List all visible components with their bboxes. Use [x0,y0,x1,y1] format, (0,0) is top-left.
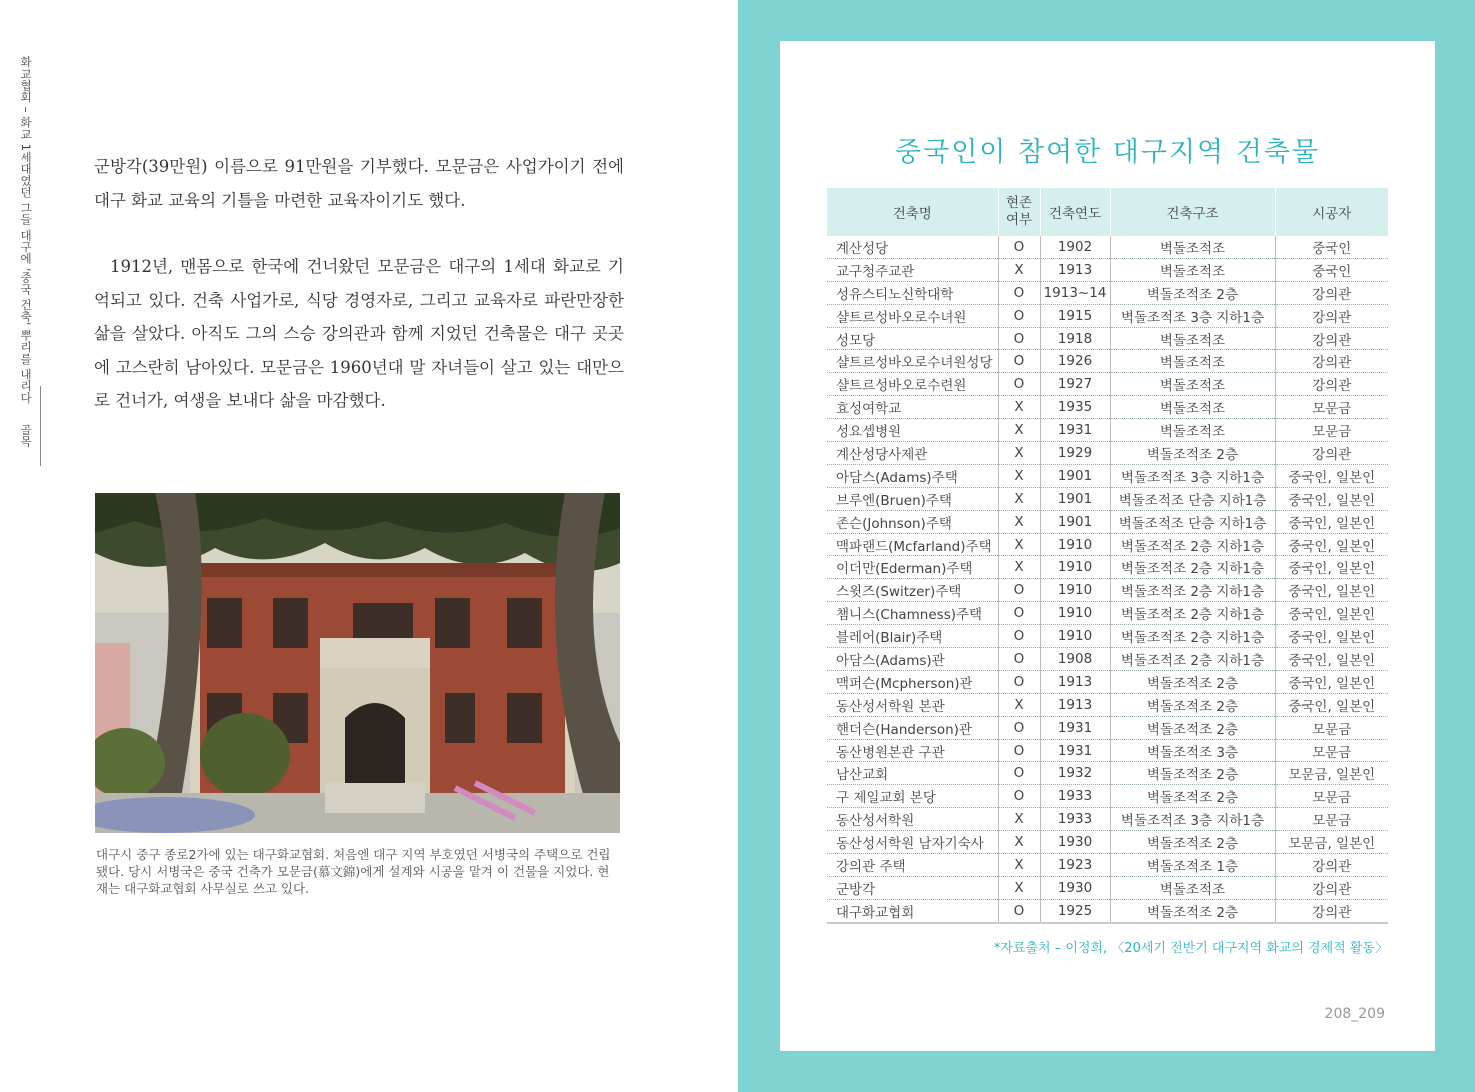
cell-name: 아담스(Adams)주택 [827,464,998,487]
cell-year: 1932 [1040,762,1110,785]
cell-exists: X [998,693,1040,716]
paragraph-1: 군방각(39만원) 이름으로 91만원을 기부했다. 모문금은 사업가이기 전에 대구 화교 교육의 기틀을 마련한 교육자이기도 했다. [94,157,624,210]
cell-year: 1913~14 [1040,281,1110,304]
cell-exists: O [998,304,1040,327]
header-year: 건축연도 [1040,188,1110,236]
cell-year: 1931 [1040,739,1110,762]
cell-year: 1930 [1040,876,1110,899]
header-name: 건축명 [827,188,998,236]
cell-name: 동산성서학원 본관 [827,693,998,716]
chapter-label-wrap [18,424,34,447]
cell-builder: 중국인 [1275,236,1388,258]
cell-structure: 벽돌조적조 2층 [1110,670,1275,693]
cell-builder: 중국인, 일본인 [1275,579,1388,602]
cell-year: 1933 [1040,785,1110,808]
cell-exists: O [998,716,1040,739]
cell-year: 1910 [1040,556,1110,579]
cell-name: 동산병원본관 구관 [827,739,998,762]
cell-builder: 모문금, 일본인 [1275,762,1388,785]
cell-name: 스윗즈(Switzer)주택 [827,579,998,602]
cell-structure: 벽돌조적조 2층 [1110,762,1275,785]
cell-exists: X [998,831,1040,854]
paragraph-2: 1912년, 맨몸으로 한국에 건너왔던 모문금은 대구의 1세대 화교로 기억되고 있다. 건축 사업가로, 식당 경영자로, 그리고 교육자로 파란만장한 삶을 살았다. 아직도 그의 스승 강의관과 함께 지었던 건축물은 대구 곳곳에 고스란히 남아있다. 모문금은 1960년대 말 자녀들이 살고 있는 대만으로 건너가, 여생을 보내다 삶을 마감했다. [94,257,624,410]
cell-exists: X [998,808,1040,831]
cell-year: 1929 [1040,442,1110,465]
cell-builder: 중국인, 일본인 [1275,648,1388,671]
cell-year: 1918 [1040,327,1110,350]
cell-year: 1910 [1040,533,1110,556]
cell-name: 교구청주교관 [827,258,998,281]
cell-name: 샬트르성바오로수녀원성당 [827,350,998,373]
cell-name: 맥파랜드(Mcfarland)주택 [827,533,998,556]
cell-name: 챔니스(Chamness)주택 [827,602,998,625]
cell-builder: 모문금 [1275,739,1388,762]
side-strip [18,56,42,456]
cell-structure: 벽돌조적조 [1110,876,1275,899]
cell-structure: 벽돌조적조 3층 지하1층 [1110,304,1275,327]
cell-year: 1930 [1040,831,1110,854]
header-exists-label: 현존 여부 [1005,195,1033,228]
table-row [827,487,1388,510]
cell-structure: 벽돌조적조 2층 지하1층 [1110,533,1275,556]
cell-year: 1927 [1040,373,1110,396]
cell-structure: 벽돌조적조 [1110,236,1275,258]
cell-builder: 모문금 [1275,808,1388,831]
table-row [827,899,1388,922]
cell-builder: 강의관 [1275,442,1388,465]
table-row [827,464,1388,487]
table-row [827,510,1388,533]
source-note: *자료출처 – 이정희, 〈20세기 전반기 대구지역 화교의 경제적 활동〉 [993,941,1388,956]
header-structure: 건축구조 [1110,188,1275,236]
table-row [827,373,1388,396]
cell-exists: O [998,648,1040,671]
table-body [827,236,1388,923]
cell-name: 군방각 [827,876,998,899]
cell-structure: 벽돌조적조 3층 지하1층 [1110,808,1275,831]
cell-name: 샬트르성바오로수련원 [827,373,998,396]
table-row [827,602,1388,625]
cell-year: 1913 [1040,670,1110,693]
cell-name: 동산성서학원 [827,808,998,831]
table-row [827,327,1388,350]
cell-name: 성유스티노신학대학 [827,281,998,304]
table-row [827,350,1388,373]
cell-exists: X [998,419,1040,442]
cell-structure: 벽돌조적조 2층 [1110,831,1275,854]
cell-builder: 중국인, 일본인 [1275,670,1388,693]
cell-builder: 강의관 [1275,854,1388,877]
cell-name: 아담스(Adams)관 [827,648,998,671]
cell-exists: X [998,464,1040,487]
cell-builder: 강의관 [1275,373,1388,396]
cell-exists: O [998,625,1040,648]
table-row [827,648,1388,671]
table-row [827,716,1388,739]
cell-structure: 벽돌조적조 2층 [1110,693,1275,716]
cell-builder: 모문금, 일본인 [1275,831,1388,854]
cell-exists: X [998,510,1040,533]
cell-year: 1913 [1040,258,1110,281]
side-divider [40,386,41,466]
cell-year: 1910 [1040,602,1110,625]
cell-exists: X [998,876,1040,899]
cell-builder: 중국인, 일본인 [1275,556,1388,579]
cell-year: 1933 [1040,808,1110,831]
cell-year: 1913 [1040,693,1110,716]
cell-year: 1908 [1040,648,1110,671]
cell-structure: 벽돌조적조 [1110,396,1275,419]
page-number: 208_209 [1324,1006,1385,1022]
cell-exists: O [998,236,1040,258]
table-row [827,419,1388,442]
table-row [827,854,1388,877]
cell-exists: O [998,762,1040,785]
cell-structure: 벽돌조적조 [1110,327,1275,350]
table-row [827,442,1388,465]
cell-exists: O [998,579,1040,602]
cell-exists: O [998,281,1040,304]
table-row [827,831,1388,854]
cell-name: 구 제일교회 본당 [827,785,998,808]
cell-builder: 강의관 [1275,876,1388,899]
cell-builder: 중국인, 일본인 [1275,625,1388,648]
cell-structure: 벽돌조적조 2층 [1110,899,1275,922]
cell-year: 1925 [1040,899,1110,922]
cell-name: 대구화교협회 [827,899,998,922]
cell-name: 계산성당 [827,236,998,258]
cell-exists: O [998,670,1040,693]
cell-structure: 벽돌조적조 2층 [1110,716,1275,739]
cell-exists: X [998,533,1040,556]
cell-name: 성모당 [827,327,998,350]
cell-builder: 모문금 [1275,419,1388,442]
cell-exists: X [998,396,1040,419]
cell-year: 1931 [1040,419,1110,442]
cell-builder: 중국인, 일본인 [1275,510,1388,533]
cell-name: 동산성서학원 남자기숙사 [827,831,998,854]
cell-name: 남산교회 [827,762,998,785]
cell-structure: 벽돌조적조 단층 지하1층 [1110,487,1275,510]
cell-builder: 중국인 [1275,258,1388,281]
cell-name: 브루엔(Bruen)주택 [827,487,998,510]
cell-year: 1923 [1040,854,1110,877]
table-row [827,556,1388,579]
buildings-table [827,188,1388,924]
body-text [94,150,624,418]
cell-name: 맥퍼슨(Mcpherson)관 [827,670,998,693]
cell-builder: 모문금 [1275,785,1388,808]
table-row [827,396,1388,419]
cell-structure: 벽돌조적조 2층 [1110,442,1275,465]
building-photo-illustration [95,493,620,833]
cell-builder: 모문금 [1275,396,1388,419]
cell-exists: O [998,350,1040,373]
table-row [827,304,1388,327]
table-row [827,281,1388,304]
cell-structure: 벽돌조적조 3층 [1110,739,1275,762]
cell-structure: 벽돌조적조 2층 지하1층 [1110,625,1275,648]
table-row [827,739,1388,762]
cell-structure: 벽돌조적조 2층 [1110,281,1275,304]
cell-builder: 강의관 [1275,899,1388,922]
cell-exists: O [998,327,1040,350]
chapter-label: 골목 [19,424,33,447]
cell-year: 1910 [1040,625,1110,648]
cell-structure: 벽돌조적조 2층 [1110,785,1275,808]
cell-year: 1915 [1040,304,1110,327]
cell-year: 1902 [1040,236,1110,258]
cell-year: 1901 [1040,510,1110,533]
cell-structure: 벽돌조적조 2층 지하1층 [1110,602,1275,625]
cell-exists: X [998,556,1040,579]
cell-structure: 벽돌조적조 [1110,419,1275,442]
table-title: 중국인이 참여한 대구지역 건축물 [895,137,1320,168]
table-row [827,876,1388,899]
cell-year: 1901 [1040,487,1110,510]
table-row [827,625,1388,648]
cell-name: 핸더슨(Handerson)관 [827,716,998,739]
cell-year: 1910 [1040,579,1110,602]
cell-year: 1935 [1040,396,1110,419]
cell-exists: O [998,373,1040,396]
table-header-row [827,188,1388,236]
cell-builder: 중국인, 일본인 [1275,487,1388,510]
table-row [827,236,1388,258]
cell-structure: 벽돌조적조 단층 지하1층 [1110,510,1275,533]
cell-structure: 벽돌조적조 [1110,373,1275,396]
cell-structure: 벽돌조적조 1층 [1110,854,1275,877]
cell-exists: O [998,739,1040,762]
table-row [827,808,1388,831]
cell-builder: 강의관 [1275,304,1388,327]
table-row [827,258,1388,281]
cell-builder: 중국인, 일본인 [1275,533,1388,556]
cell-builder: 중국인, 일본인 [1275,464,1388,487]
cell-year: 1926 [1040,350,1110,373]
cell-builder: 중국인, 일본인 [1275,693,1388,716]
table-row [827,693,1388,716]
photo-caption: 대구시 중구 종로2가에 있는 대구화교협회. 처음엔 대구 지역 부호였던 서병국의 주택으로 건립됐다. 당시 서병국은 중국 건축가 모문금(慕文錦)에게 설계와 시공을 맡겨 이 건물을 지었다. 현재는 대구화교협회 사무실로 쓰고 있다. [96,847,611,896]
cell-structure: 벽돌조적조 [1110,350,1275,373]
cell-name: 샬트르성바오로수녀원 [827,304,998,327]
cell-structure: 벽돌조적조 3층 지하1층 [1110,464,1275,487]
cell-year: 1931 [1040,716,1110,739]
cell-name: 이더만(Ederman)주택 [827,556,998,579]
cell-name: 블레어(Blair)주택 [827,625,998,648]
cell-exists: X [998,854,1040,877]
cell-builder: 강의관 [1275,327,1388,350]
header-exists [998,188,1040,236]
cell-structure: 벽돌조적조 [1110,258,1275,281]
cell-builder: 중국인, 일본인 [1275,602,1388,625]
table-row [827,579,1388,602]
cell-structure: 벽돌조적조 2층 지하1층 [1110,556,1275,579]
table-row [827,785,1388,808]
table-row [827,762,1388,785]
cell-builder: 모문금 [1275,716,1388,739]
cell-builder: 강의관 [1275,281,1388,304]
cell-structure: 벽돌조적조 2층 지하1층 [1110,648,1275,671]
cell-name: 성요셉병원 [827,419,998,442]
cell-structure: 벽돌조적조 2층 지하1층 [1110,579,1275,602]
cell-name: 강의관 주택 [827,854,998,877]
cell-name: 효성여학교 [827,396,998,419]
cell-year: 1901 [1040,464,1110,487]
cell-exists: O [998,899,1040,922]
cell-builder: 강의관 [1275,350,1388,373]
cell-exists: X [998,487,1040,510]
building-photo [95,493,620,833]
table-row [827,533,1388,556]
cell-exists: X [998,442,1040,465]
table-row [827,670,1388,693]
cell-exists: O [998,602,1040,625]
running-header: 화교협회 – 화교 1세대였던 그들 대구에 '중국 건축' 뿌리를 내리다 [19,56,33,404]
cell-name: 존슨(Johnson)주택 [827,510,998,533]
cell-exists: O [998,785,1040,808]
cell-exists: X [998,258,1040,281]
cell-name: 계산성당사제관 [827,442,998,465]
header-builder: 시공자 [1275,188,1388,236]
